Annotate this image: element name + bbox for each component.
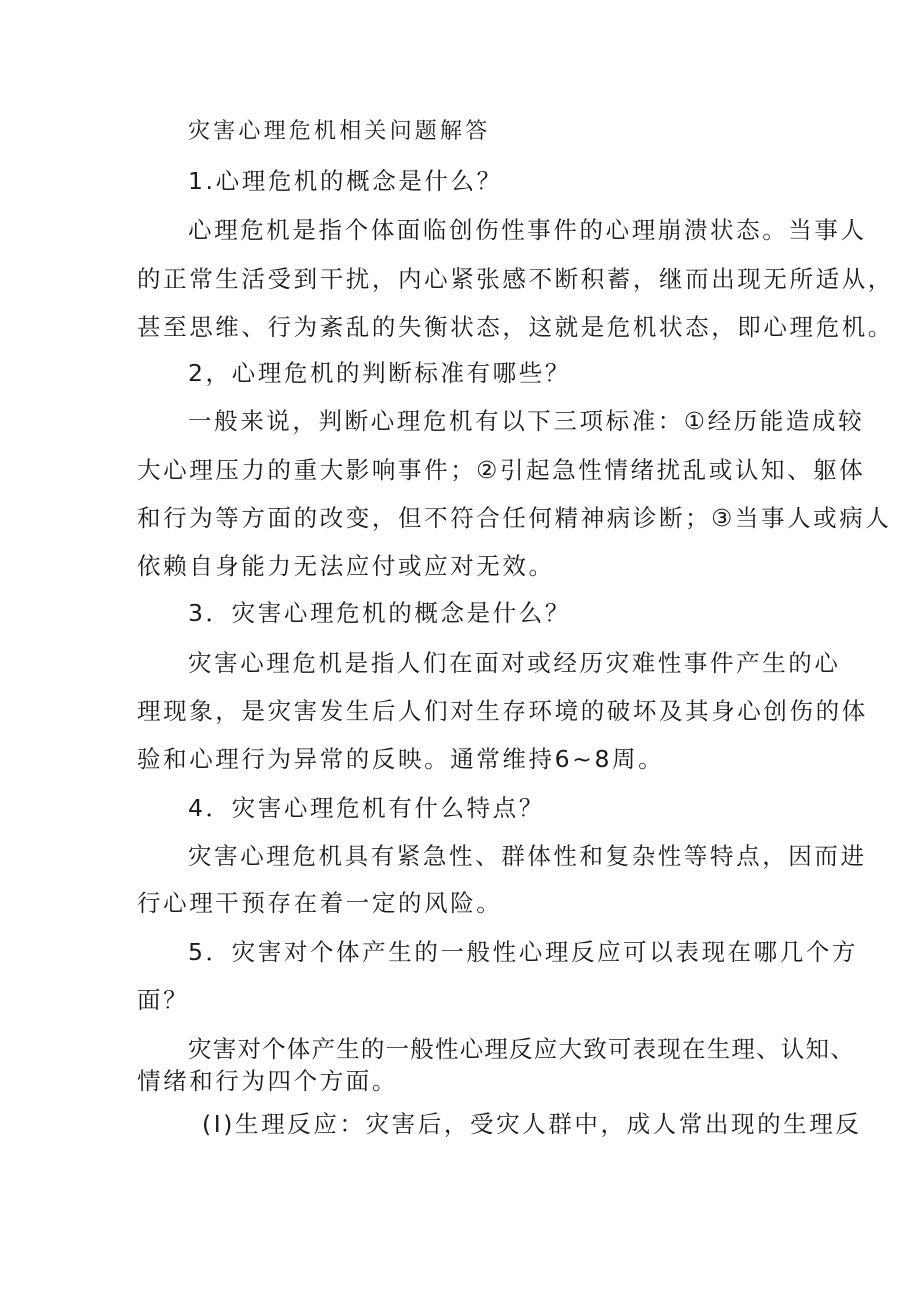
answer-3-line-2: 理现象，是灾害发生后人们对生存环境的破坏及其身心创伤的体 bbox=[137, 697, 868, 725]
answer-2-line-1: 一般来说，判断心理危机有以下三项标准：①经历能造成较 bbox=[188, 407, 865, 435]
question-4: 4．灾害心理危机有什么特点？ bbox=[188, 794, 545, 822]
answer-5-line-2: 情绪和行为四个方面。 bbox=[137, 1067, 398, 1095]
answer-5-line-1: 灾害对个体产生的一般性心理反应大致可表现在生理、认知、 bbox=[188, 1035, 855, 1063]
answer-2-line-4: 依赖自身能力无法应付或应对无效。 bbox=[137, 552, 555, 580]
answer-1-line-3: 甚至思维、行为紊乱的失衡状态，这就是危机状态，即心理危机。 bbox=[137, 313, 894, 341]
question-5-line-2: 面？ bbox=[137, 986, 190, 1014]
answer-1-line-2: 的正常生活受到干扰，内心紧张感不断积蓄，继而出现无所适从， bbox=[137, 265, 894, 293]
question-3: 3．灾害心理危机的概念是什么？ bbox=[188, 599, 571, 627]
answer-5-line-3: (I)生理反应：灾害后，受灾人群中，成人常出现的生理反 bbox=[202, 1110, 862, 1138]
answer-2-line-2: 大心理压力的重大影响事件；②引起急性情绪扰乱或认知、躯体 bbox=[137, 456, 866, 484]
document-title: 灾害心理危机相关问题解答 bbox=[188, 119, 491, 144]
answer-2-line-3: 和行为等方面的改变，但不符合任何精神病诊断；③当事人或病人 bbox=[137, 504, 892, 532]
question-1: 1.心理危机的概念是什么？ bbox=[188, 167, 503, 195]
answer-1-line-1: 心理危机是指个体面临创伤性事件的心理崩溃状态。当事人 bbox=[188, 216, 867, 244]
question-5-line-1: 5．灾害对个体产生的一般性心理反应可以表现在哪几个方 bbox=[188, 938, 859, 966]
answer-3-line-1: 灾害心理危机是指人们在面对或经历灾难性事件产生的心 bbox=[188, 649, 841, 677]
answer-4-line-1: 灾害心理危机具有紧急性、群体性和复杂性等特点，因而进 bbox=[188, 842, 867, 870]
question-2: 2，心理危机的判断标准有哪些？ bbox=[188, 359, 571, 387]
answer-3-line-3: 验和心理行为异常的反映。通常维持6~8周。 bbox=[137, 745, 665, 773]
answer-4-line-2: 行心理干预存在着一定的风险。 bbox=[137, 889, 503, 917]
